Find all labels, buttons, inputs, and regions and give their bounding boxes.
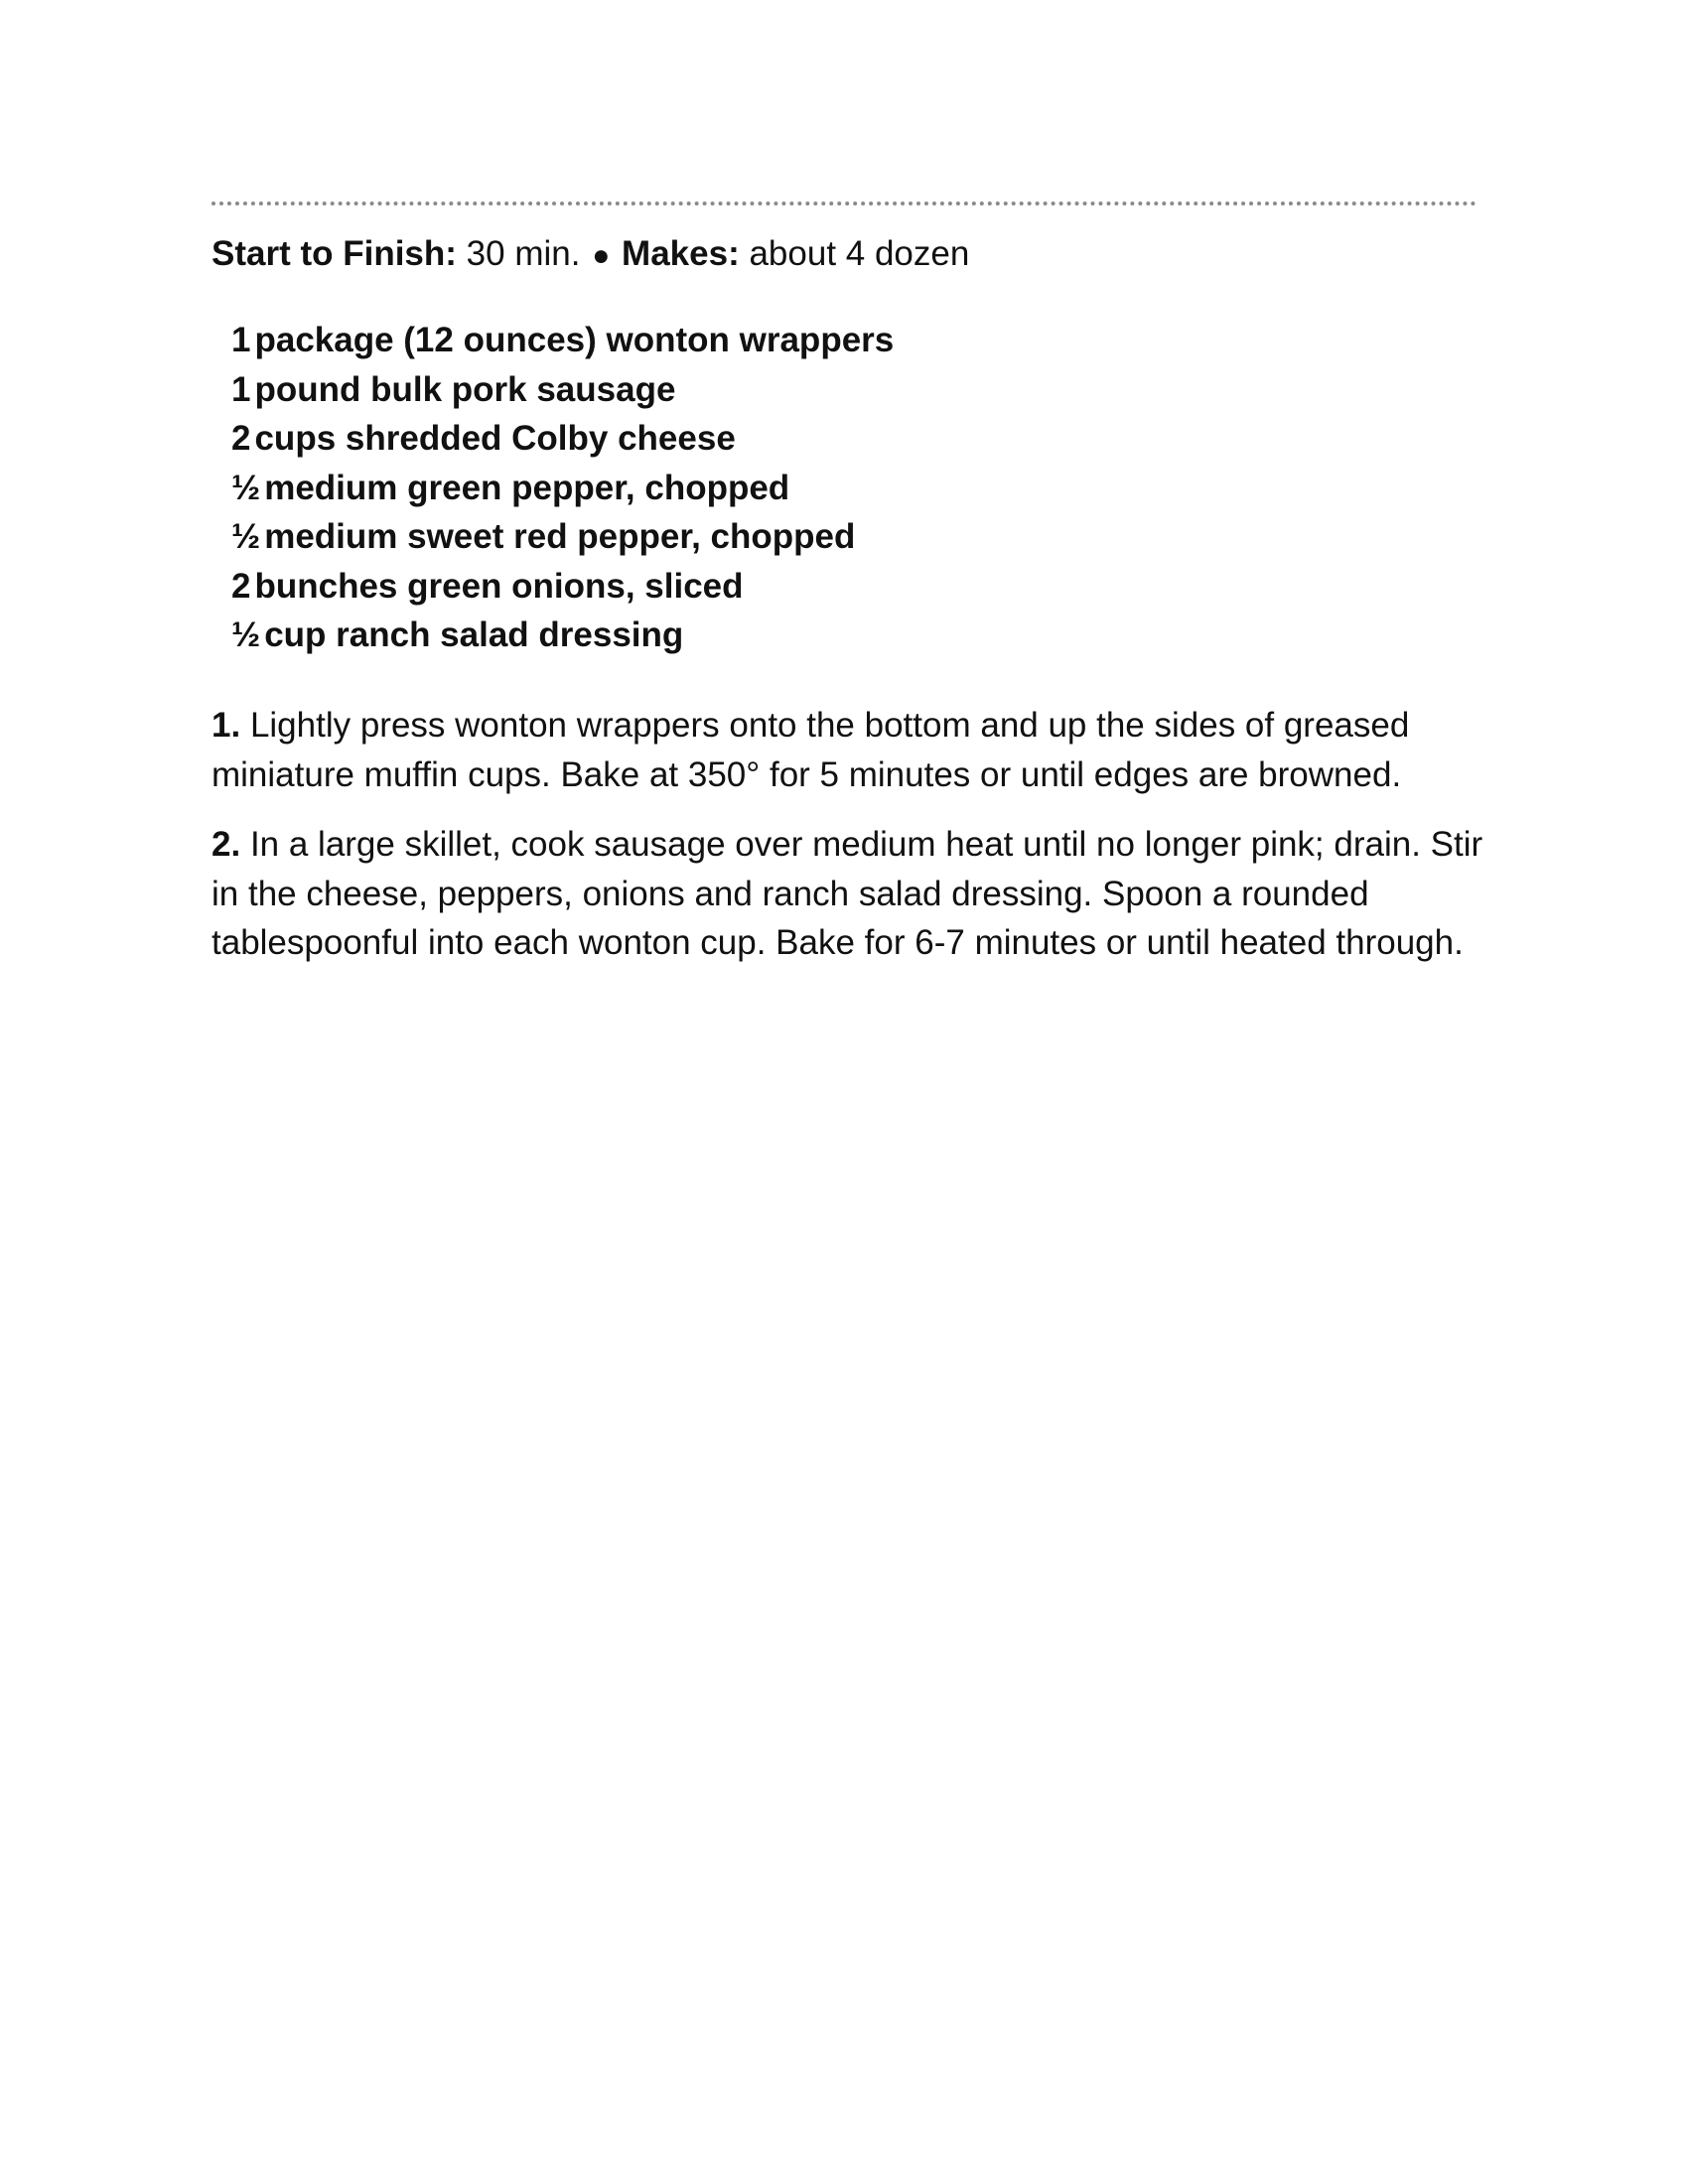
ingredient-item <box>231 365 894 415</box>
ingredient-amount: 1 <box>231 369 251 409</box>
ingredient-item <box>231 562 894 612</box>
step-2 <box>211 820 1492 968</box>
ingredient-list <box>231 316 894 660</box>
ingredient-text: cups shredded Colby cheese <box>254 419 736 458</box>
ingredient-item <box>231 414 894 464</box>
ingredient-item <box>231 464 894 513</box>
step-number: 1. <box>211 706 241 745</box>
step-number: 2. <box>211 825 241 864</box>
ingredient-item <box>231 611 894 660</box>
ingredient-item <box>231 512 894 562</box>
ingredient-amount: ½ <box>231 517 261 556</box>
step-text: Lightly press wonton wrappers onto the bottom and up the sides of greased miniature muffin cups. Bake at 350° for 5 minutes or until edges are browned. <box>211 706 1410 794</box>
ingredient-text: bunches green onions, sliced <box>254 566 744 606</box>
ingredient-amount: ½ <box>231 615 261 654</box>
start-to-finish-label: Start to Finish: <box>211 234 457 273</box>
ingredient-item <box>231 316 894 365</box>
ingredient-amount: ½ <box>231 468 261 507</box>
ingredient-text: cup ranch salad dressing <box>264 615 684 654</box>
start-to-finish-value: 30 min. <box>466 234 581 273</box>
meta-separator: ● <box>592 239 611 272</box>
makes-value: about 4 dozen <box>749 234 970 273</box>
ingredient-amount: 2 <box>231 419 251 458</box>
dotted-divider <box>211 202 1477 205</box>
step-1 <box>211 701 1492 799</box>
step-text: In a large skillet, cook sausage over medium heat until no longer pink; drain. Stir in the cheese, peppers, onions and ranch salad dressing. Spoon a rounded tablespoonful into each wonton cup. Bake for 6-7 minutes or until heated through. <box>211 825 1483 962</box>
ingredient-amount: 1 <box>231 321 251 359</box>
ingredient-amount: 2 <box>231 566 251 606</box>
ingredient-text: package (12 ounces) wonton wrappers <box>254 321 895 359</box>
ingredient-text: pound bulk pork sausage <box>254 369 676 409</box>
recipe-meta <box>211 230 969 280</box>
makes-label: Makes: <box>622 234 740 273</box>
ingredient-text: medium green pepper, chopped <box>264 468 790 507</box>
ingredient-text: medium sweet red pepper, chopped <box>264 517 856 556</box>
